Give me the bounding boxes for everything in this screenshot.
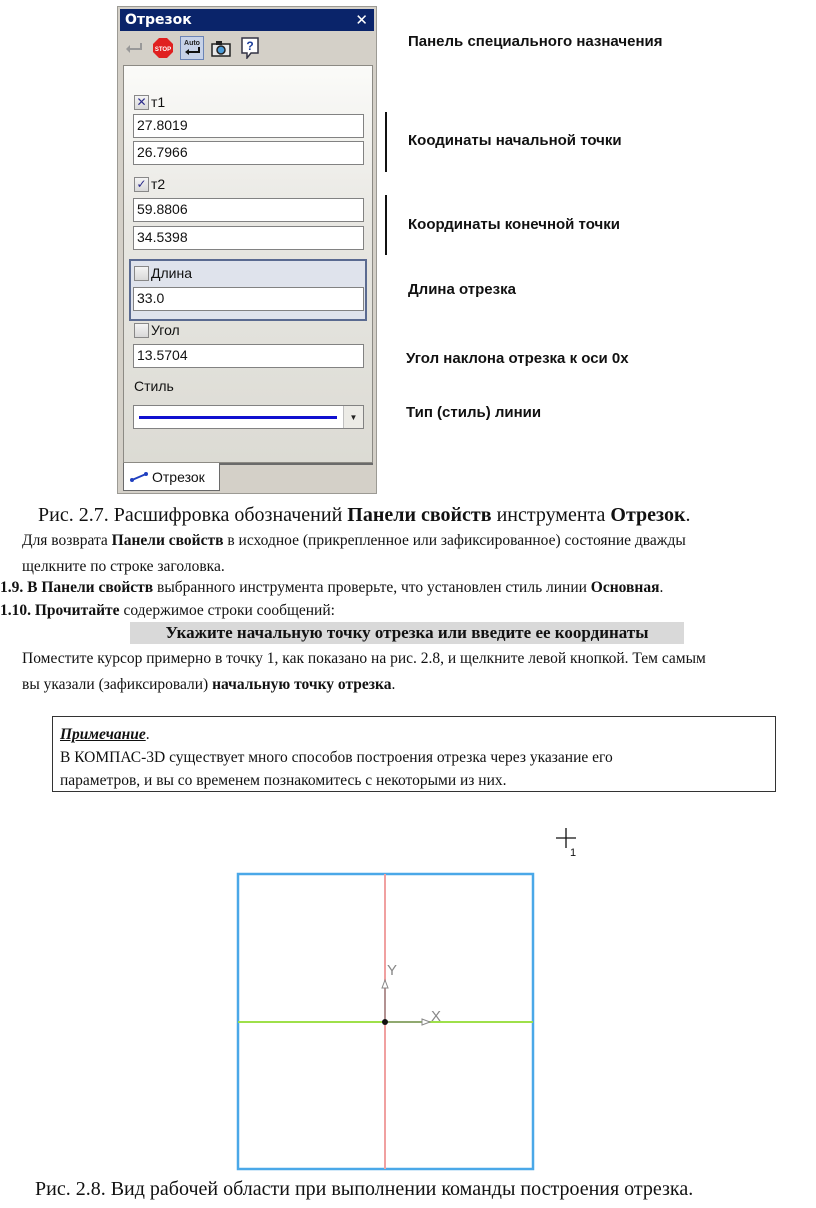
segment-icon [129, 471, 149, 483]
tab-segment-label: Отрезок [152, 468, 205, 485]
line-style-select[interactable] [133, 405, 364, 429]
angle-row [134, 322, 180, 338]
panel-body [123, 65, 373, 463]
dropdown-arrow-icon[interactable]: ▼ [343, 406, 363, 428]
close-icon[interactable]: ✕ [355, 11, 368, 29]
bracket-line [385, 195, 387, 255]
length-checkbox[interactable] [134, 266, 149, 281]
coordinate-axes [382, 980, 430, 1025]
note-line: В КОМПАС-3D существует много способов построения отрезка через указание его [60, 749, 613, 766]
auto-create-button[interactable] [180, 36, 204, 60]
help-icon [241, 37, 259, 59]
note-box: Примечание. В КОМПАС-3D существует много способов построения отрезка через указание его параметров, и вы со временем познакомитесь с некоторыми из них. [52, 716, 776, 792]
svg-text:Auto: Auto [184, 40, 200, 47]
svg-text:?: ? [246, 39, 254, 53]
workspace-drawing[interactable] [230, 820, 610, 1175]
tab-segment[interactable] [123, 463, 220, 491]
t2-checkbox[interactable]: ✓ [134, 177, 149, 192]
angle-checkbox[interactable] [134, 323, 149, 338]
cursor-crosshair-icon [556, 828, 576, 848]
annotation-line-style: Тип (стиль) линии [406, 404, 542, 421]
t2-row [134, 176, 165, 192]
note-title: Примечание [60, 726, 146, 743]
auto-create-icon [181, 37, 203, 59]
message-bar: Укажите начальную точку отрезка или введите ее координаты [130, 622, 684, 644]
enter-arrow-button[interactable] [122, 36, 146, 60]
paragraph-return-panel: Для возврата Панели свойств в исходное (прикрепленное или зафиксированное) состояние дважды щелкните по строке заголовка. [22, 532, 686, 575]
figure-2-8-caption: Рис. 2.8. Вид рабочей области при выполнении команды построения отрезка. [35, 1178, 694, 1200]
angle-label: Угол [151, 322, 180, 338]
y-axis-label: Y [387, 962, 398, 979]
t2-x-field[interactable]: 59.8806 [133, 198, 364, 222]
panel-title-bar[interactable] [120, 9, 374, 31]
note-line: параметров, и вы со временем познакомитесь с некоторыми из них. [60, 772, 507, 789]
annotation-special-panel: Панель специального назначения [408, 33, 663, 50]
origin-point [382, 1019, 388, 1025]
annotation-start-point: Коодинаты начальной точки [408, 132, 622, 149]
stop-button[interactable] [151, 36, 175, 60]
angle-field[interactable]: 13.5704 [133, 344, 364, 368]
panel-title: Отрезок [125, 12, 192, 28]
t2-label: т2 [151, 176, 166, 192]
special-toolbar [122, 33, 372, 63]
t2-y-field[interactable]: 34.5398 [133, 226, 364, 250]
panel-tab-strip [123, 463, 373, 491]
camera-icon [211, 39, 231, 57]
style-label: Стиль [134, 378, 174, 394]
paragraph-place-cursor: Поместите курсор примерно в точку 1, как показано на рис. 2.8, и щелкните левой кнопкой. Тем самым вы указали (зафиксировали) начальную точку отрезка. [22, 650, 706, 693]
help-button[interactable] [238, 36, 262, 60]
t1-y-field[interactable]: 26.7966 [133, 141, 364, 165]
annotation-angle: Угол наклона отрезка к оси 0х [406, 350, 629, 367]
t1-row [134, 94, 165, 110]
length-field[interactable]: 33.0 [133, 287, 364, 311]
annotation-length: Длина отрезка [408, 281, 516, 298]
bracket-line [385, 112, 387, 172]
t1-checkbox[interactable]: ✕ [134, 95, 149, 110]
length-label: Длина [151, 265, 192, 281]
properties-panel [117, 6, 377, 494]
length-row [134, 265, 192, 281]
t1-x-field[interactable]: 27.8019 [133, 114, 364, 138]
point-1-label: 1 [570, 847, 577, 859]
enter-arrow-icon [123, 41, 145, 55]
svg-text:STOP: STOP [154, 47, 172, 53]
x-axis-label: X [431, 1008, 442, 1025]
line-style-preview [139, 416, 337, 419]
step-1-9: 1.9. В Панели свойств выбранного инструмента проверьте, что установлен стиль линии Основная. [0, 579, 664, 596]
stop-icon [152, 37, 174, 59]
step-1-10: 1.10. Прочитайте содержимое строки сообщений: [0, 602, 335, 619]
annotation-end-point: Координаты конечной точки [408, 216, 620, 233]
snapshot-button[interactable] [209, 36, 233, 60]
t1-label: т1 [151, 94, 166, 110]
figure-2-7-caption: Рис. 2.7. Расшифровка обозначений Панели свойств инструмента Отрезок. [38, 504, 691, 526]
